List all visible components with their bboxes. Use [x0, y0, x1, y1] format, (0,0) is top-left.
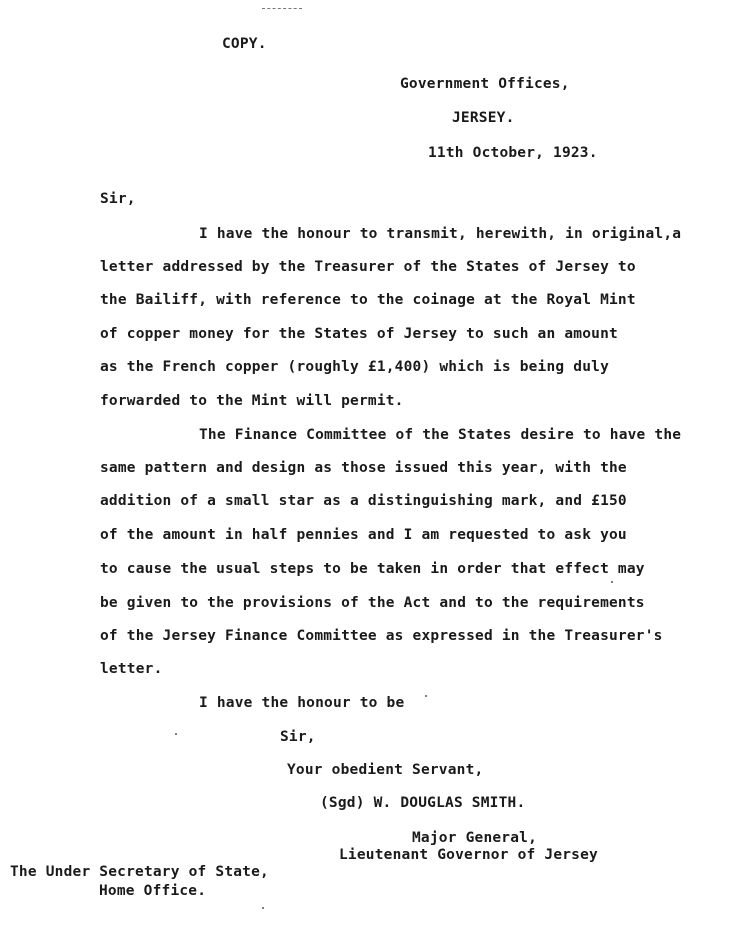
body-line: I have the honour to transmit, herewith, in original,a [199, 226, 682, 242]
body-line: be given to the provisions of the Act and to the requirements [100, 595, 645, 611]
signatory-rank: Major General, [412, 830, 538, 846]
recipient-office: Home Office. [99, 883, 207, 899]
letter-date: 11th October, 1923. [428, 145, 598, 161]
body-line: as the French copper (roughly £1,400) which is being duly [100, 359, 609, 375]
scan-speck [611, 581, 613, 583]
body-line: of the Jersey Finance Committee as expressed in the Treasurer's [100, 628, 663, 644]
body-line: addition of a small star as a distinguishing mark, and £150 [100, 493, 627, 509]
top-dash-mark [262, 8, 302, 9]
salutation: Sir, [100, 191, 136, 207]
body-line: of copper money for the States of Jersey to such an amount [100, 326, 618, 342]
body-line: of the amount in half pennies and I am requested to ask you [100, 527, 627, 543]
scan-speck [262, 907, 264, 909]
body-line: the Bailiff, with reference to the coinage at the Royal Mint [100, 292, 636, 308]
body-line: letter addressed by the Treasurer of the States of Jersey to [100, 259, 636, 275]
body-line: to cause the usual steps to be taken in order that effect may [100, 561, 645, 577]
body-line: The Finance Committee of the States desire to have the [199, 427, 682, 443]
closing-servant: Your obedient Servant, [287, 762, 484, 778]
body-line: letter. [100, 661, 163, 677]
closing-sir: Sir, [280, 729, 316, 745]
signature: (Sgd) W. DOUGLAS SMITH. [320, 795, 526, 811]
scan-speck [425, 695, 427, 697]
body-line: forwarded to the Mint will permit. [100, 393, 404, 409]
sender-office: Government Offices, [400, 76, 570, 92]
copy-mark: COPY. [222, 36, 267, 52]
scan-speck [175, 733, 177, 735]
sender-place: JERSEY. [452, 110, 515, 126]
closing-line: I have the honour to be [199, 695, 405, 711]
body-line: same pattern and design as those issued this year, with the [100, 460, 627, 476]
signatory-title: Lieutenant Governor of Jersey [339, 847, 598, 863]
recipient-line: The Under Secretary of State, [10, 864, 269, 880]
